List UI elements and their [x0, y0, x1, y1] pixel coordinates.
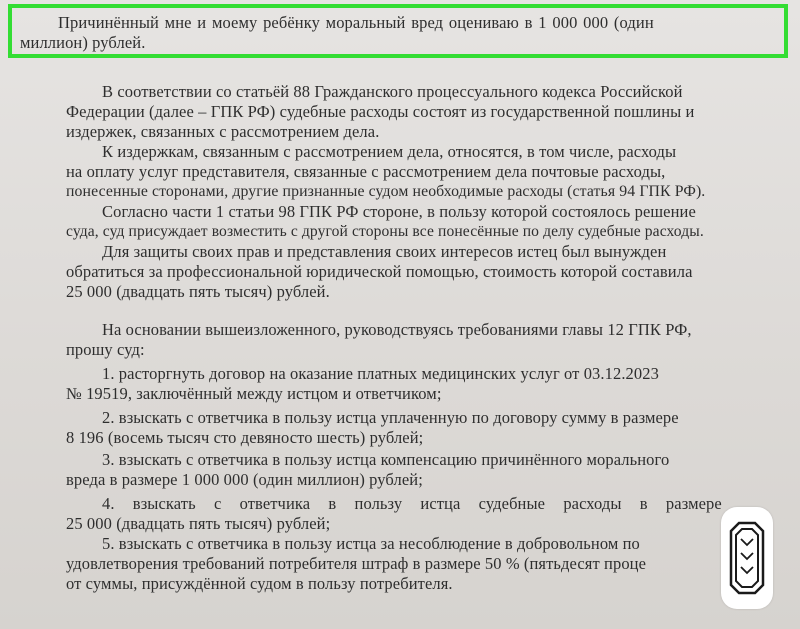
- request-item-line: 25 000 (двадцать пять тысяч) рублей;: [66, 514, 331, 533]
- paragraph-line: обратиться за профессиональной юридической помощью, стоимость которой составила: [66, 262, 693, 281]
- request-item-line: 8 196 (восемь тысяч сто девяносто шесть) рублей;: [66, 428, 424, 447]
- watermark-logo-icon: [721, 507, 773, 609]
- request-item-line: 5. взыскать с ответчика в пользу истца за несоблюдение в добровольном по: [102, 534, 640, 553]
- request-item-line: 1. расторгнуть договор на оказание платных медицинских услуг от 03.12.2023: [102, 364, 659, 383]
- paragraph-line: К издержкам, связанным с рассмотрением дела, относятся, в том числе, расходы: [102, 142, 677, 161]
- request-item-line: 2. взыскать с ответчика в пользу истца уплаченную по договору сумму в размере: [102, 408, 679, 427]
- paragraph-line: на оплату услуг представителя, связанные с рассмотрением дела почтовые расходы,: [66, 162, 666, 181]
- paragraph-line: 25 000 (двадцать пять тысяч) рублей.: [66, 282, 330, 301]
- paragraph-line: издержек, связанных с рассмотрением дела.: [66, 122, 380, 141]
- paragraph-line: Федерации (далее – ГПК РФ) судебные расходы состоят из государственной пошлины и: [66, 102, 695, 121]
- highlighted-line-1: Причинённый мне и моему ребёнку моральный вред оцениваю в 1 000 000 (один: [58, 13, 654, 32]
- paragraph-line: суда, суд присуждает возместить с другой стороны все понесённые по делу судебные расходы.: [66, 223, 704, 240]
- request-item-line: 3. взыскать с ответчика в пользу истца компенсацию причинённого морального: [102, 450, 670, 469]
- paragraph-line: Для защиты своих прав и представления своих интересов истец был вынужден: [102, 242, 667, 261]
- request-item-line: 4. взыскать с ответчика в пользу истца судебные расходы в размере: [102, 494, 722, 513]
- highlighted-line-2: миллион) рублей.: [20, 33, 146, 52]
- paragraph-line: В соответствии со статьёй 88 Гражданского процессуального кодекса Российской: [102, 82, 683, 101]
- request-intro-line: прошу суд:: [66, 340, 145, 359]
- request-item-line: удовлетворения требований потребителя штраф в размере 50 % (пятьдесят проце: [66, 554, 647, 573]
- request-item-line: вреда в размере 1 000 000 (один миллион) рублей;: [66, 470, 423, 489]
- request-item-line: № 19519, заключённый между истцом и ответчиком;: [66, 384, 442, 403]
- request-intro-line: На основании вышеизложенного, руководствуясь требованиями главы 12 ГПК РФ,: [102, 320, 692, 339]
- request-item-line: от суммы, присуждённой судом в пользу потребителя.: [66, 574, 453, 593]
- paragraph-line: Согласно части 1 статьи 98 ГПК РФ стороне, в пользу которой состоялось решение: [102, 202, 696, 221]
- paragraph-line: понесенные сторонами, другие признанные судом необходимые расходы (статья 94 ГПК РФ).: [66, 183, 706, 200]
